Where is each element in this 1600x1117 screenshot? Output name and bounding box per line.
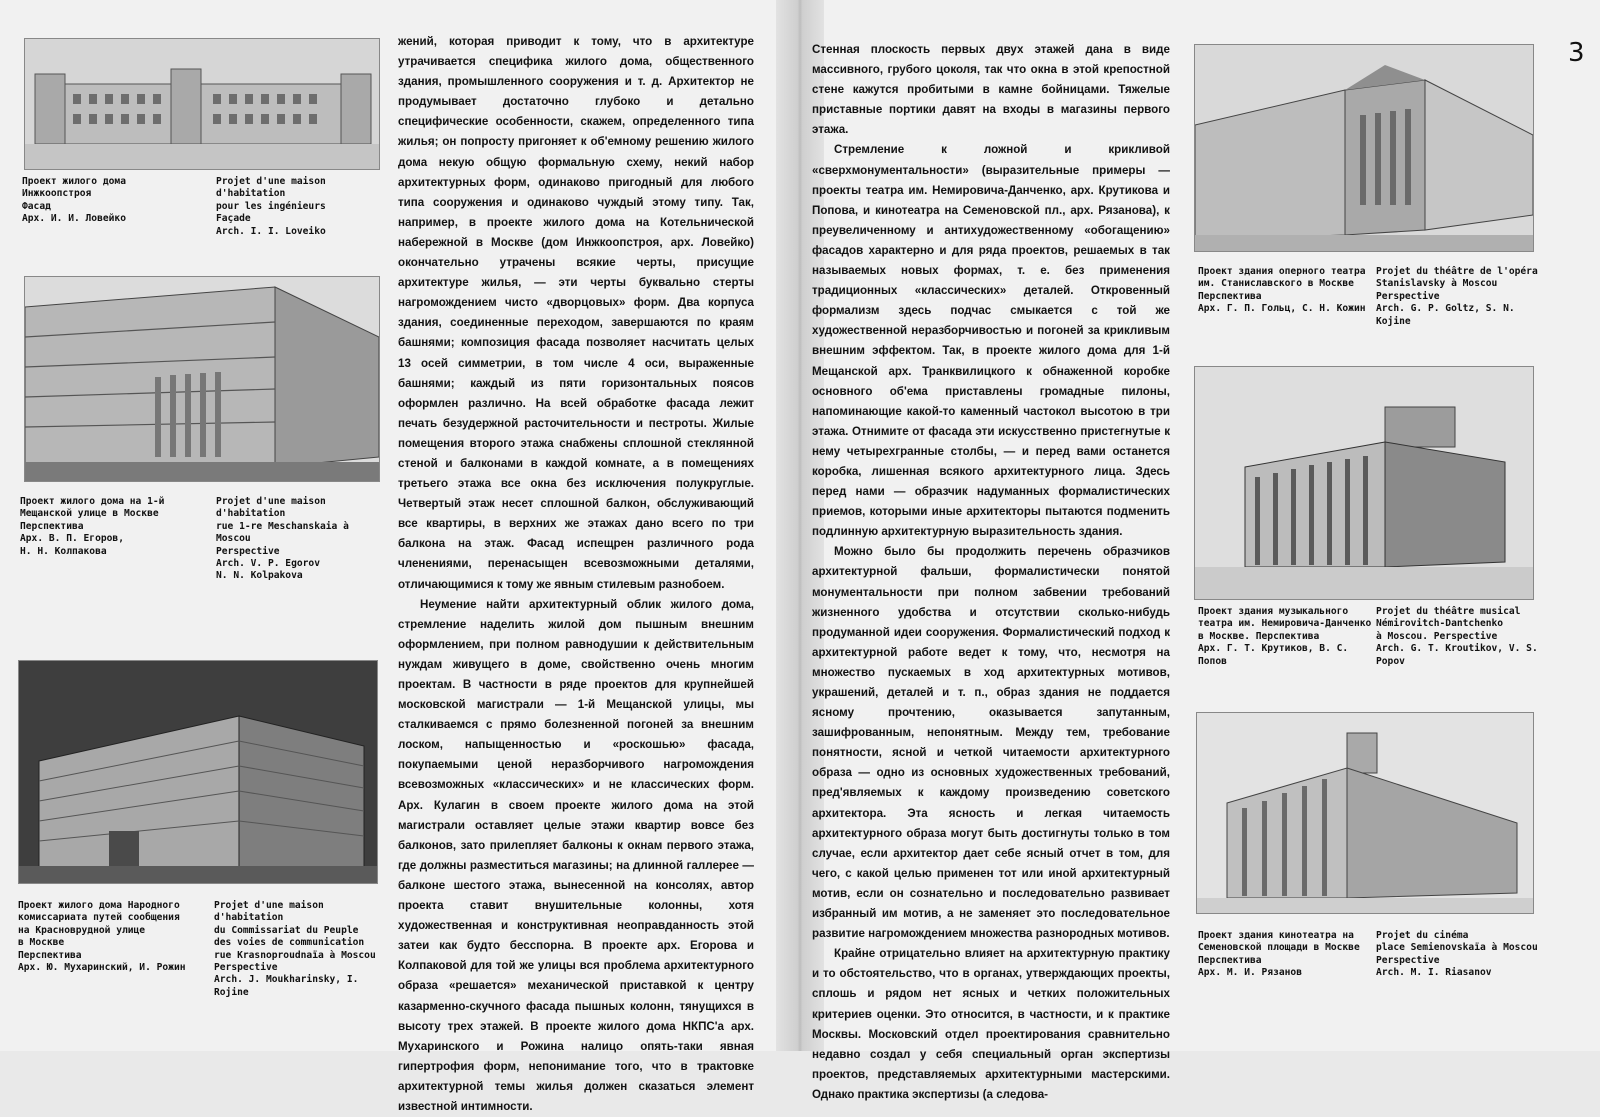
figure-5-caption-ru: Проект здания музыкального театра им. Немировича-Данченко в Москве. Перспектива Арх. Г. Т. Крутиков, В. С. Попов xyxy=(1198,606,1372,667)
figure-1-caption-fr: Projet d'une maison d'habitation pour les ingénieurs Façade Arch. I. I. Loveiko xyxy=(216,176,326,237)
figure-6-caption-ru: Проект здания кинотеатра на Семеновской площади в Москве Перспектива Арх. М. И. Рязанов xyxy=(1198,930,1360,979)
figure-4-caption-fr: Projet du théâtre de l'opéra Stanislavsky à Moscou Perspective Arch. G. P. Goltz, S. N. Kojine xyxy=(1376,266,1538,327)
left-text-column xyxy=(398,32,754,1117)
figure-2-caption-fr: Projet d'une maison d'habitation rue 1-re Meschanskaia à Moscou Perspective Arch. V. P. Egorov N. N. Kolpakova xyxy=(216,496,349,582)
right-paragraph-2: Стремление к ложной и крикливой «сверхмонументальности» (выразительные примеры — проекты театра им. Немировича-Данченко, арх. Крутикова и Попова, и кинотеатра на Семеновской пл., арх. Рязанова), к преувеличенному и антихудожественному «обогащению» фасадов характерно и для ряда проектов, решаемых в так называемых новых формах, т. е. без применения традиционных «классических» деталей. Откровенный формализм здесь подчас смыкается с той же художественной неразборчивостью и погоней за крикливым внешним эффектом. Так, в проекте жилого дома для 1-й Мещанской арх. Транквилицкого к обнаженной коробке основного об'ема приставлены громадные пилоны, напоминающие какой-то каменный частокол высотою в три этажа. Отнимите от фасада эти искусственно пристегнутые к нему четырехгранные столбы, — и перед вами останется коробка, лишенная всякого архитектурного лица. Здесь перед нами — образчик надуманных формалистических приемов, которыми иные архитекторы пытаются подменить подлинную архитектурную выразительность здания. xyxy=(812,143,1170,539)
right-text-column xyxy=(812,40,1170,1105)
stanislavsky-opera-image xyxy=(1194,44,1534,252)
facade-drawing-image xyxy=(24,38,380,170)
page-number: 3 xyxy=(1568,38,1585,68)
semenovskaia-cinema-image xyxy=(1196,712,1534,914)
meschanskaia-house-image xyxy=(24,276,380,482)
figure-2-caption-ru: Проект жилого дома на 1-й Мещанской улице в Москве Перспектива Арх. В. П. Егоров, Н. Н. Колпакова xyxy=(20,496,165,557)
figure-1-caption-ru: Проект жилого дома Инжкоопстроя Фасад Арх. И. И. Ловейко xyxy=(22,176,126,225)
figure-5-caption-fr: Projet du théâtre musical Némirovitch-Dantchenko à Moscou. Perspective Arch. G. T. Kroutikov, V. S. Popov xyxy=(1376,606,1538,667)
figure-3-caption-ru: Проект жилого дома Народного комиссариата путей сообщения на Красноврудной улице в Москве Перспектива Арх. Ю. Мухаринский, И. Рожин xyxy=(18,900,186,974)
figure-3-caption-fr: Projet d'une maison d'habitation du Commissariat du Peuple des voies de communication rue Krasnoproudnaïa à Moscou Perspective Arch. J. Moukharinsky, I. Rojine xyxy=(214,900,376,998)
left-paragraph-2: Неумение найти архитектурный облик жилого дома, стремление наделить жилой дом пышным внешним оформлением, при полном равнодушии к действительным нуждам живущего в доме, свойственно очень многим проектам. В частности в ряде проектов для крупнейшей московской магистрали — 1-й Мещанской улицы, мы сталкиваемся с прямо болезненной погоней за внешним лоском, напыщенностью и «роскошью» фасада, покупаемыми ценой неразборчивого нагромождения всевозможных «классических» и не классических форм. Арх. Кулагин в своем проекте жилого дома на этой магистрали оставляет целые этажи квартир вовсе без балконов, зато прилепляет балконы к окнам первого этажа, где должны разместиться магазины; на длинной галлерее — балконе шестого этажа, вынесенной на консолях, автор проекта ставит внушительные колонны, хотя художественная и конструктивная неоправданность этой затеи как будто бесспорна. В проекте арх. Егорова и Колпаковой для той же улицы вся проблема архитектурного образа «решается» механической приставкой к центру казарменно-скучного фасада пышных колонн, тянущихся в высоту трех этажей. В проекте жилого дома НКПС'а арх. Мухаринского и Рожина налицо опять-таки явная гипертрофия форм, непонимание того, что в трактовке архитектурной темы жилья должен сказаться элемент известной интимности. xyxy=(398,597,754,1113)
right-paragraph-4: Крайне отрицательно влияет на архитектурную практику и то обстоятельство, что в органах, утверждающих проекты, сплошь и рядом нет ясных и четких положительных критериев оценки. Это относится, в частности, и к практике Москвы. Московский отдел проектирования сравнительно недавно создал у себя специальный орган экспертизы проектов, представляемых архитектурными мастерскими. Однако практика экспертизы (а следова- xyxy=(812,947,1170,1101)
left-paragraph-1: жений, которая приводит к тому, что в архитектуре утрачивается специфика жилого дома, общественного здания, промышленного сооружения и т. д. Архитектор не продумывает достаточно глубоко и детально специфические особенности, скажем, определенного типа жилья; он попросту пригоняет к об'емному решению жилого дома некую общую формальную схему, некий набор архитектурных форм, одинаково пригодный для любого типа сооружения и одинаково чуждый этому типу. Так, например, в проекте жилого дома на Котельнической набережной в Москве (дом Инжкоопстроя, арх. Ловейко) окончательно утрачены всякие черты, присущие архитектуре жилья, — эти черты буквально стерты нагромождением чисто «дворцовых» форм. Два корпуса здания, соединенные переходом, завершаются по краям башнями; композиция фасада позволяет насчитать целых 13 осей симметрии, в том числе 4 оси, выраженные башнями; каждый из пяти горизонтальных поясов оформлен различно. На всей обработке фасада лежит печать безудержной расточительности и пестроты. Жилые помещения второго этажа снабжены сплошной стеклянной стеной и балконами в каждой комнате, а в помещениях третьего этажа все окна без исключения полукруглые. Четвертый этаж несет сплошной балкон, обслуживающий все квартиры, в верхних же этажах дано всего по три балкона на этаж. Фасад испещрен различного рода членениями, перенасыщен всевозможными деталями, отличающимися к тому же явным стилевым разнобоем. xyxy=(398,35,754,591)
nkps-house-image xyxy=(18,660,378,884)
right-paragraph-1: Стенная плоскость первых двух этажей дана в виде массивного, грубого цоколя, так что окна в этой крепостной стене кажутся пробитыми в камне бойницами. Тяжелые приставные портики давят на входы в магазины первого этажа. xyxy=(812,43,1170,137)
figure-4-caption-ru: Проект здания оперного театра им. Станиславского в Москве Перспектива Арх. Г. П. Гольц, С. Н. Кожин xyxy=(1198,266,1366,315)
figure-6-caption-fr: Projet du cinéma place Semienovskaïa à Moscou Perspective Arch. M. I. Riasanov xyxy=(1376,930,1538,979)
nemirovich-theatre-image xyxy=(1194,366,1534,600)
right-paragraph-3: Можно было бы продолжить перечень образчиков архитектурной фальши, формалистически понятой монументальности при полном забвении требований жизненного удобства и отсутствии сколько-нибудь продуманной идеи сооружения. Формалистический подход к архитектурной работе ведет к тому, что, несмотря на множество пускаемых в ход архитектурных мотивов, украшений, деталей и т. п., образ здания не поддается ясному прочтению, оказывается запутанным, зашифрованным, непонятным. Между тем, требование понятности, ясной и четкой читаемости архитектурного образа — одно из основных художественных требований, пред'являемых к каждому произведению советского архитектора. Эта ясность и легкая читаемость архитектурного образа могут быть достигнуты только в том случае, если архитектор дает себе ясный отчет в том, для чего, с какой целью применен тот или иной архитектурный мотив, если он сознательно и последовательно развивает избранный им мотив, а не заменяет это последовательное развитие нагромождением множества разнородных мотивов. xyxy=(812,545,1170,941)
